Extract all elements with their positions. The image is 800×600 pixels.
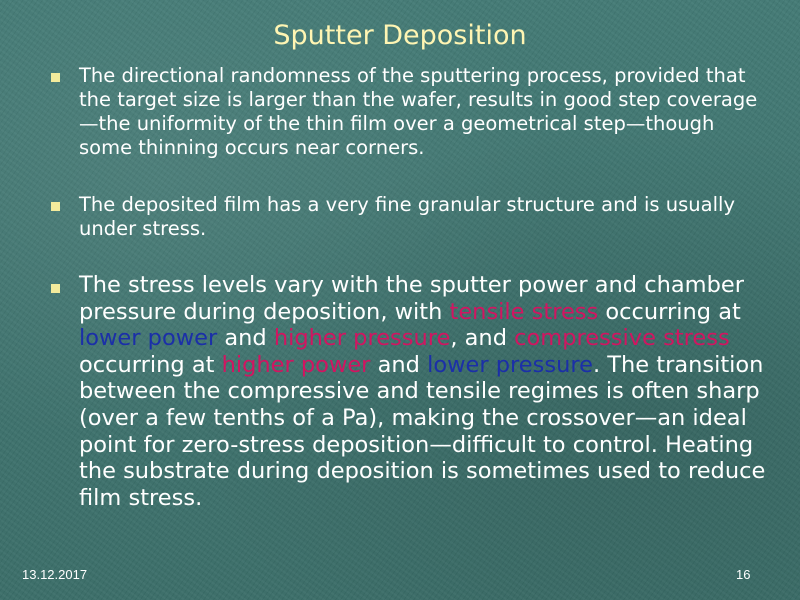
text-segment: and (217, 325, 274, 352)
highlight-compressive-stress: compressive stress (514, 325, 730, 352)
footer-date: 13.12.2017 (22, 567, 88, 582)
bullet-text: The deposited film has a very fine granular structure and is usually under stress. (79, 193, 735, 240)
text-segment: occurring at (598, 298, 741, 325)
text-segment: , and (450, 325, 515, 352)
text-segment: The stress levels vary with the sputter power and chamber pressure during deposition, with (79, 272, 744, 325)
highlight-higher-pressure: higher pressure (273, 325, 451, 352)
bullet-text (79, 272, 779, 511)
text-segment: and (370, 351, 428, 378)
square-bullet-icon (51, 73, 60, 82)
square-bullet-icon (51, 284, 60, 293)
highlight-tensile-stress: tensile stress (449, 298, 599, 325)
slide-title: Sputter Deposition (273, 20, 527, 51)
slide-number: 16 (736, 567, 751, 582)
text-segment: occurring at (79, 351, 222, 378)
highlight-lower-pressure: lower pressure (427, 351, 593, 378)
highlight-lower-power: lower power (79, 325, 218, 352)
bullet-text: The directional randomness of the sputtering process, provided that the target size is larger than the wafer, results in good step coverage—the uniformity of the thin film over a geometrical step—though some thinning occurs near corners. (79, 64, 758, 159)
text-segment: . The transition between the compressive and tensile regimes is often sharp (over a few tenths of a Pa), making the crossover—an ideal point for zero-stress deposition—difficult to control. Heating the substrate during deposition is sometimes used to reduce film stress. (79, 351, 766, 511)
highlight-higher-power: higher power (221, 351, 371, 378)
square-bullet-icon (51, 202, 60, 211)
